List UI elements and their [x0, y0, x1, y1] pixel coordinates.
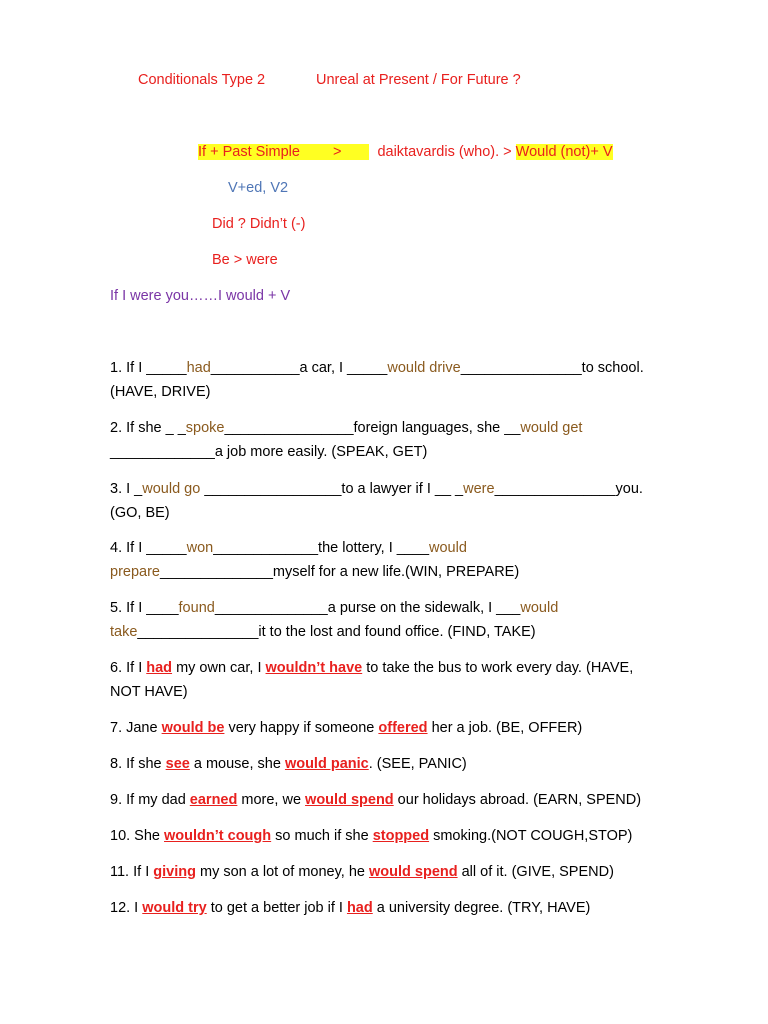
forms-ved: V+ed,: [228, 180, 267, 196]
answer: would go: [142, 481, 201, 497]
answer: would spend: [305, 792, 394, 808]
answer: offered: [378, 720, 428, 736]
exercise-11: 11. If I giving my son a lot of money, he would spend all of it. (GIVE, SPEND): [110, 864, 614, 880]
formula-middle: daiktavardis (who). >: [377, 144, 512, 160]
answer: would be: [161, 720, 225, 736]
answer: had: [186, 360, 211, 376]
answer: would: [429, 540, 467, 556]
exercise-8: 8. If she see a mouse, she would panic. (SEE, PANIC): [110, 756, 467, 772]
answer: prepare: [110, 564, 160, 580]
advice-line: If I were you……I would + V: [110, 288, 291, 304]
exercise-9: 9. If my dad earned more, we would spend our holidays abroad. (EARN, SPEND): [110, 792, 642, 808]
answer: had: [346, 900, 373, 916]
be-line: Be > were: [212, 252, 278, 268]
exercise-3: 3. I _would go _________________to a lawyer if I __ _were_______________you. (GO, BE): [110, 481, 643, 521]
forms-v2: V2: [270, 180, 289, 196]
exercise-5: 5. If I ____found______________a purse on the sidewalk, I ___would take_______________it to the lost and found office. (FIND, TAKE): [110, 600, 559, 640]
did-line: Did ? Didn’t (-): [212, 216, 306, 232]
formula-if: If + Past Simple >: [198, 144, 369, 160]
verb-forms: [228, 178, 288, 198]
answer: would drive: [387, 360, 461, 376]
answer: stopped: [372, 828, 430, 844]
answer: see: [165, 756, 190, 772]
answer: wouldn’t have: [265, 660, 363, 676]
answer: would panic: [284, 756, 369, 772]
formula-line: [198, 142, 613, 162]
formula-result: Would (not)+ V: [515, 144, 613, 160]
answer: won: [186, 540, 214, 556]
exercise-1: 1. If I _____had___________a car, I _____would drive_______________to school. (HAVE, DRIVE): [110, 360, 644, 400]
answer: earned: [189, 792, 238, 808]
exercise-4: 4. If I _____won_____________the lottery, I ____would prepare______________myself for a new life.(WIN, PREPARE): [110, 540, 520, 580]
exercise-10: 10. She wouldn’t cough so much if she stopped smoking.(NOT COUGH,STOP): [110, 828, 633, 844]
answer: would: [520, 600, 559, 616]
answer: had: [146, 660, 173, 676]
exercise-6: 6. If I had my own car, I wouldn’t have to take the bus to work every day. (HAVE, NOT HAVE): [110, 660, 634, 700]
answer: were: [463, 481, 495, 497]
worksheet-title: Conditionals Type 2: [138, 72, 266, 88]
exercise-7: 7. Jane would be very happy if someone offered her a job. (BE, OFFER): [110, 720, 583, 736]
answer: spoke: [185, 420, 225, 436]
exercise-2: 2. If she _ _spoke________________foreign languages, she __would get _____________a job more easily. (SPEAK, GET): [110, 420, 583, 460]
answer: would get: [520, 420, 583, 436]
answer: take: [110, 624, 138, 640]
answer: giving: [153, 864, 196, 880]
answer: wouldn’t cough: [164, 828, 272, 844]
answer: would spend: [368, 864, 458, 880]
answer: would try: [142, 900, 207, 916]
worksheet-subtitle: Unreal at Present / For Future ?: [316, 72, 521, 88]
answer: found: [178, 600, 215, 616]
exercise-12: 12. I would try to get a better job if I had a university degree. (TRY, HAVE): [110, 900, 591, 916]
